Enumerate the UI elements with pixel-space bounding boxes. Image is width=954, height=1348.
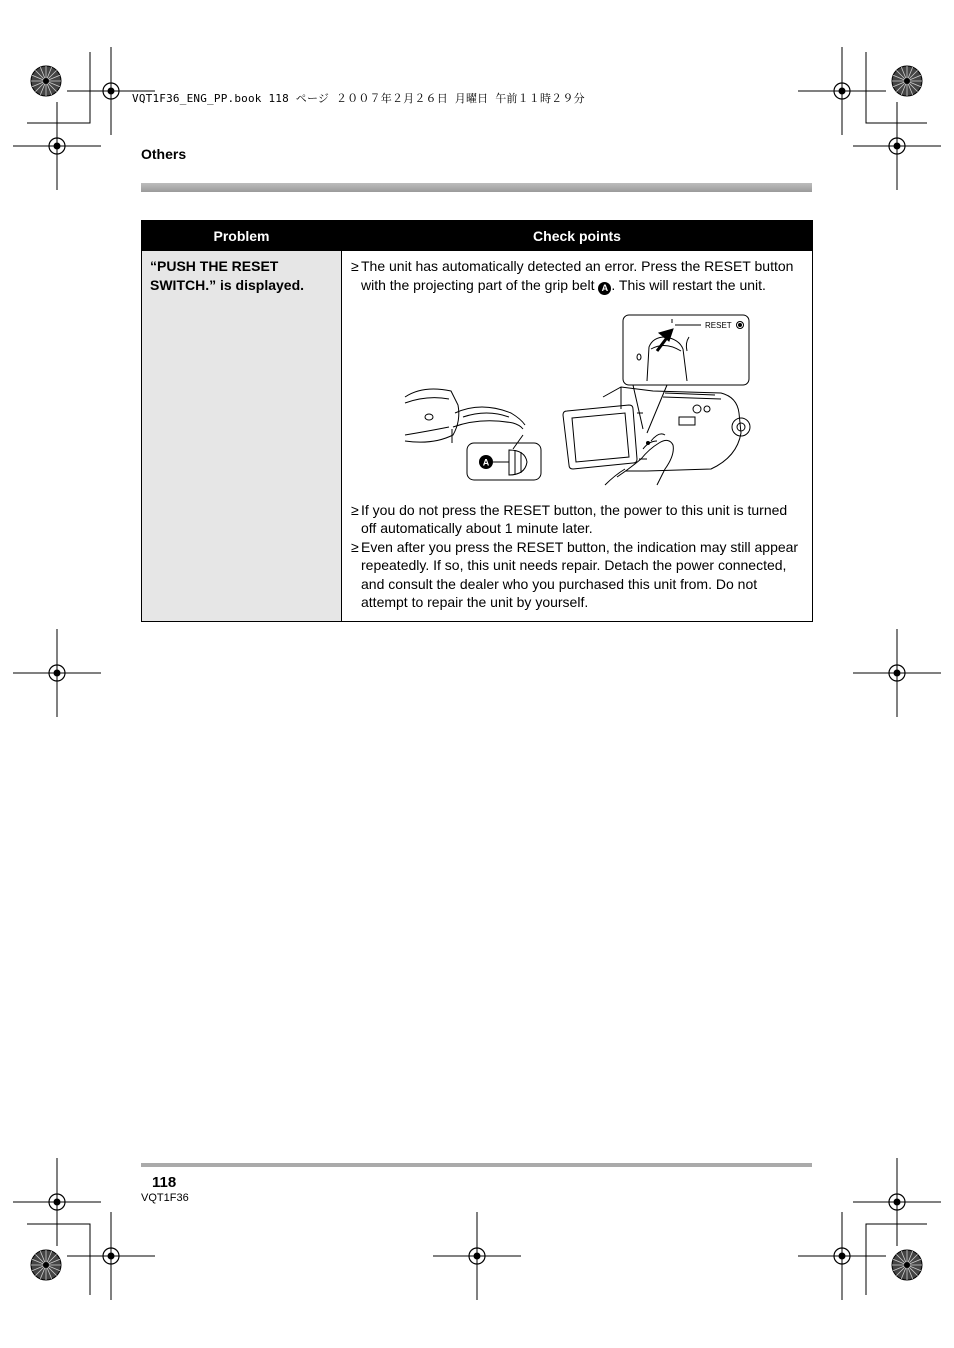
callout-a-label: A — [482, 457, 490, 467]
header-rule — [141, 183, 812, 192]
problem-cell: “PUSH THE RESET SWITCH.” is displayed. — [142, 251, 342, 622]
section-title: Others — [141, 146, 187, 162]
reset-illustration — [403, 309, 803, 487]
troubleshooting-table — [141, 220, 813, 622]
footer-rule — [141, 1163, 812, 1167]
bullet-mark: ≥ — [351, 538, 359, 555]
check-point-text: If you do not press the RESET button, the power to this unit is turned off automatically about 1 minute later. — [361, 501, 788, 536]
check-point-item — [351, 538, 804, 612]
column-header-problem: Problem — [142, 221, 342, 251]
table-header-row — [142, 221, 813, 251]
callout-a-icon: A — [598, 282, 611, 295]
print-header: VQT1F36_ENG_PP.book 118 ページ ２００７年２月２６日 月曜日 午前１１時２９分 — [132, 92, 585, 105]
table-row — [142, 251, 813, 622]
check-point-text: Even after you press the RESET button, the indication may still appear repeatedly. If so, this unit needs repair. Detach the power connected, and consult the dealer who you purchased this unit from. Do not attempt to repair the unit by yourself. — [361, 538, 799, 610]
check-points-cell — [342, 251, 813, 622]
bullet-mark: ≥ — [351, 258, 359, 274]
check-point-text: . This will restart the unit. — [611, 276, 766, 293]
reset-label: RESET — [705, 320, 732, 330]
check-point-item — [351, 501, 804, 538]
column-header-check-points: Check points — [342, 221, 813, 251]
check-point-item — [351, 257, 804, 295]
camcorder-illustration — [403, 309, 803, 487]
model-code: VQT1F36 — [141, 1192, 189, 1204]
bullet-mark: ≥ — [351, 501, 359, 518]
page-number: 118 — [152, 1174, 177, 1191]
check-point-text: The unit has automatically detected an error. Press the RESET button with the projecting part of the grip belt — [361, 258, 794, 293]
